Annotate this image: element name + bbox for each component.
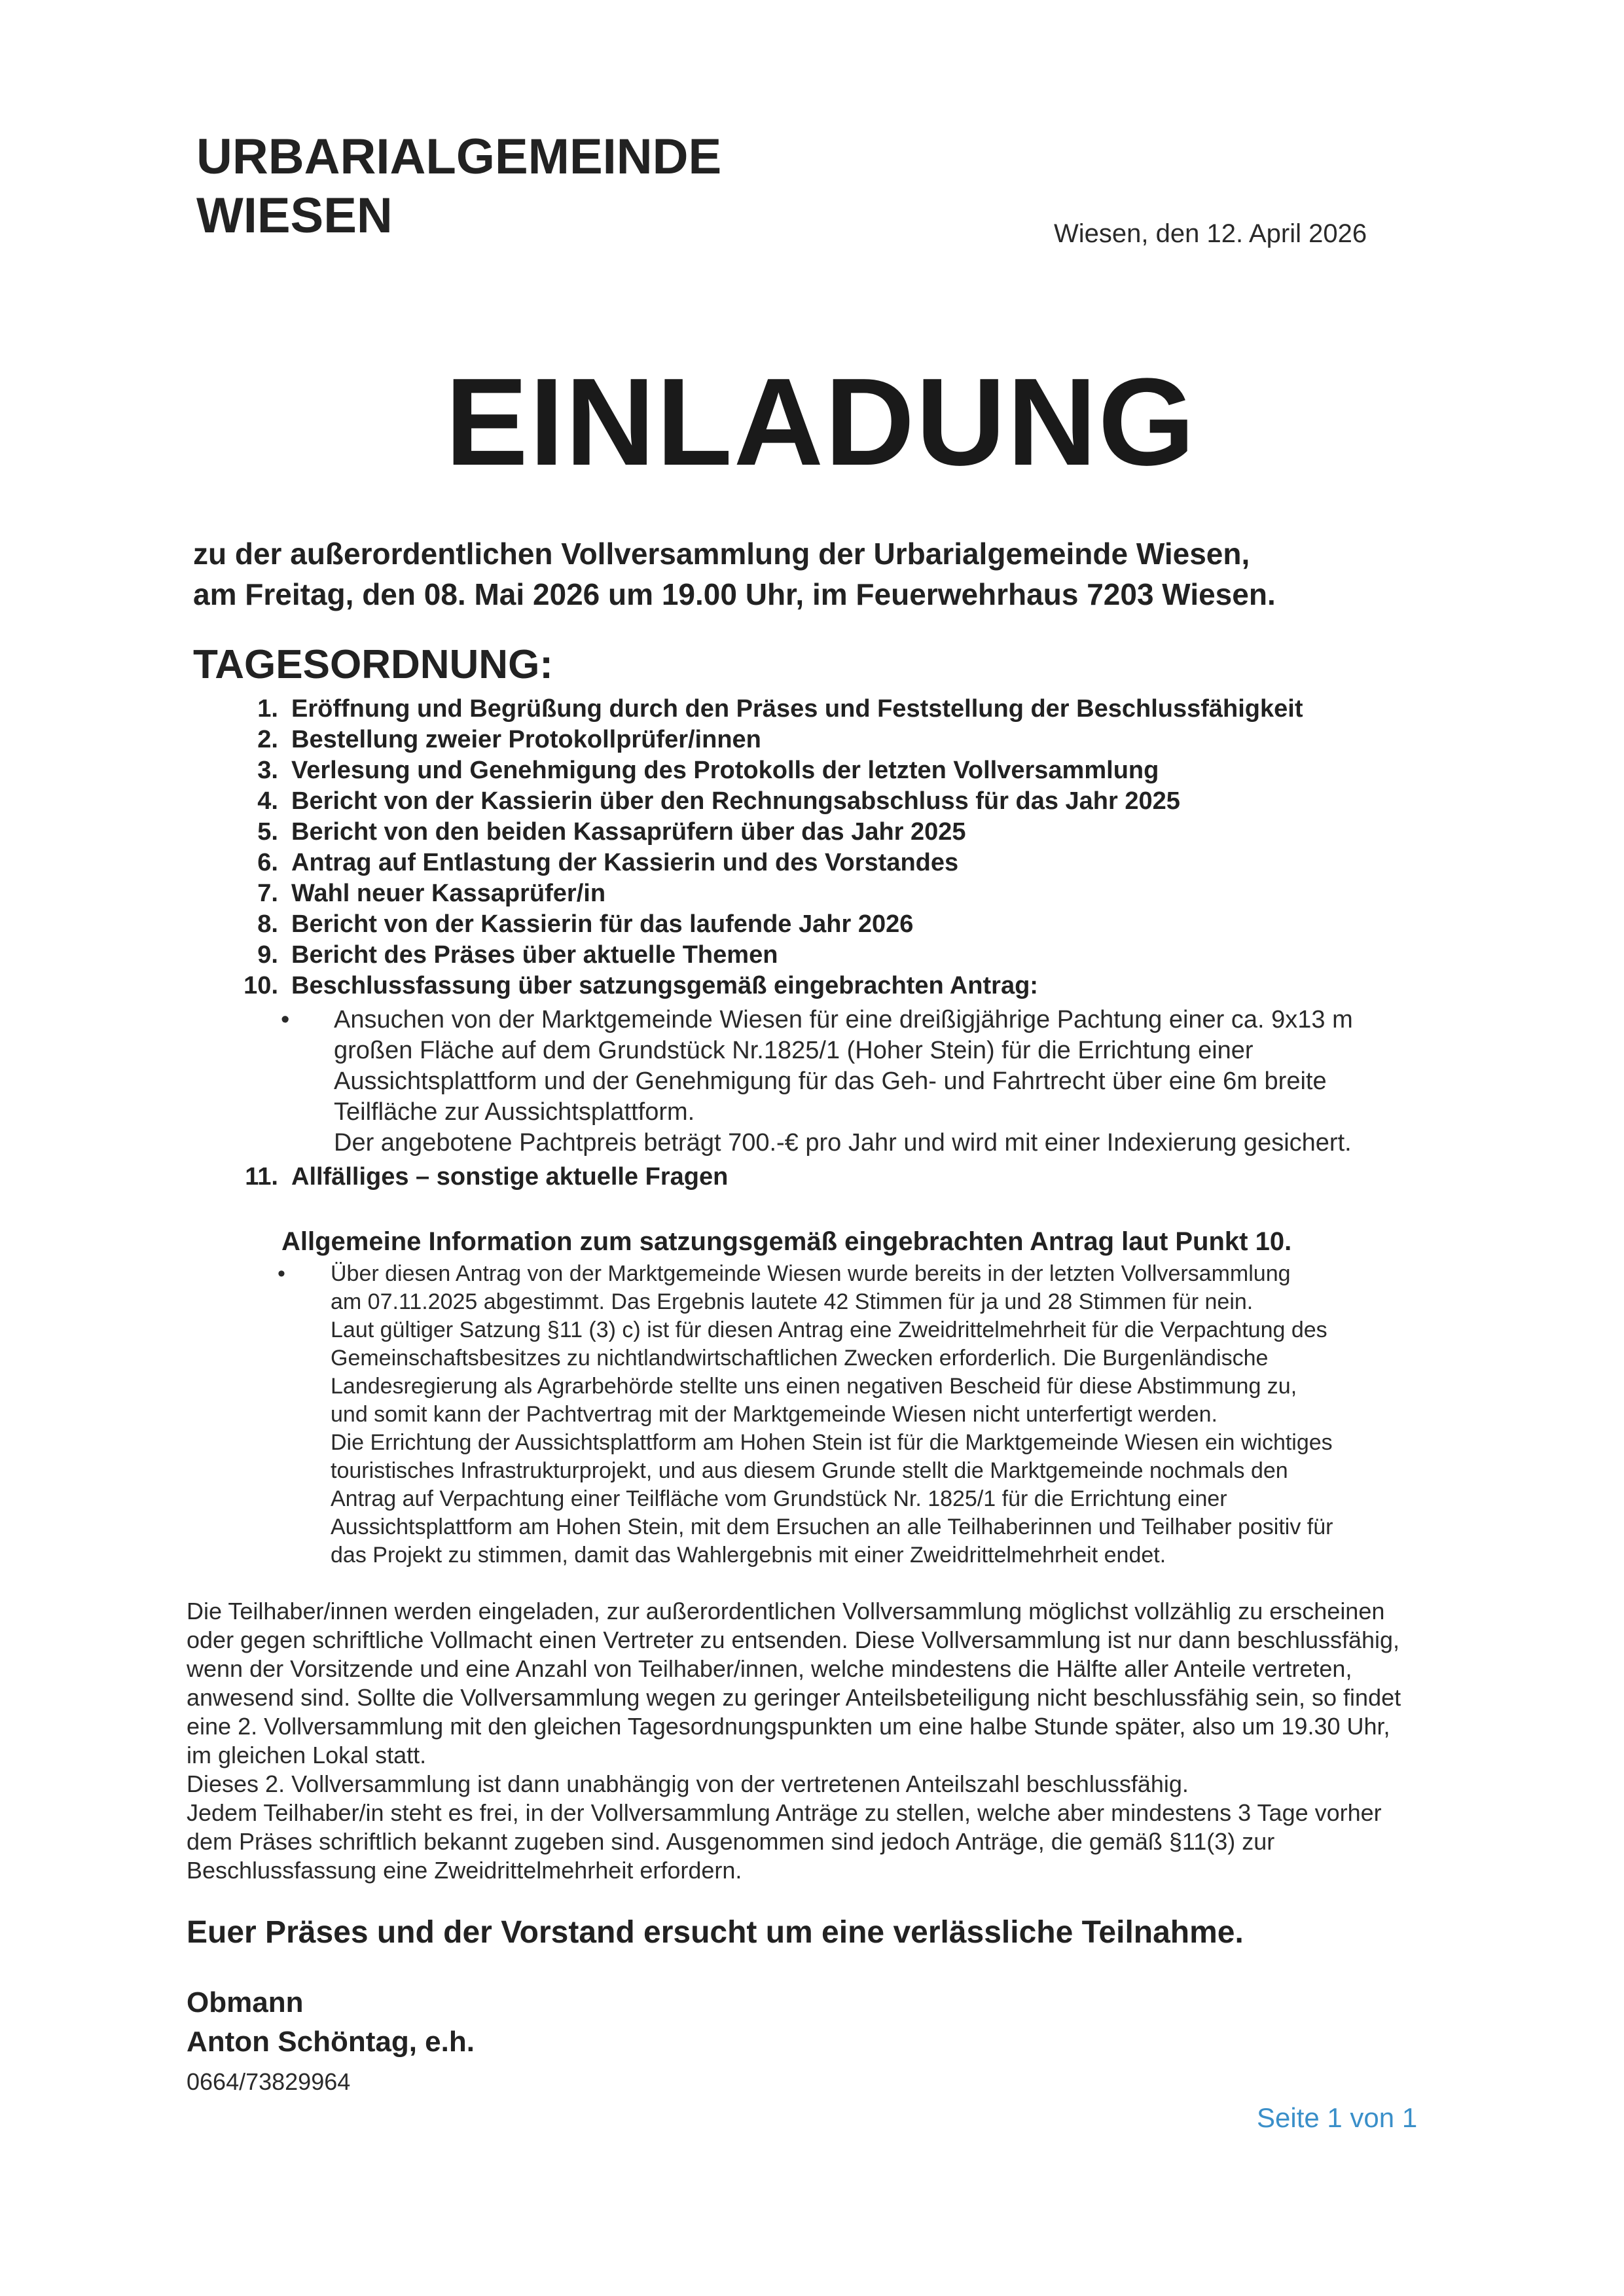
intro-line-1: zu der außerordentlichen Vollversammlung der Urbarialgemeinde Wiesen, — [193, 537, 1250, 571]
paragraph-line: Jedem Teilhaber/in steht es frei, in der Vollversammlung Anträge zu stellen, welche aber mindestens 3 Tage vorher — [187, 1799, 1382, 1826]
info-line: das Projekt zu stimmen, damit das Wahlergebnis mit einer Zweidrittelmehrheit endet. — [331, 1543, 1166, 1568]
paragraph-line: im gleichen Lokal statt. — [187, 1742, 427, 1768]
bullet-icon: • — [278, 1261, 285, 1286]
agenda-item-text: Eröffnung und Begrüßung durch den Präses und Feststellung der Beschlussfähigkeit — [291, 695, 1303, 723]
agenda-item-number: 11. — [245, 1163, 278, 1191]
agenda-item-text: Bericht des Präses über aktuelle Themen — [291, 941, 778, 969]
paragraph-line: eine 2. Vollversammlung mit den gleichen Tagesordnungspunkten um eine halbe Stunde später, also um 19.30 Uhr, — [187, 1713, 1390, 1740]
sub-bullet-line: Teilfläche zur Aussichtsplattform. — [334, 1098, 695, 1126]
agenda-item — [216, 971, 1303, 1001]
info-line: Laut gültiger Satzung §11 (3) c) ist für diesen Antrag eine Zweidrittelmehrheit für die Verpachtung des — [331, 1318, 1327, 1342]
paragraph-line: Dieses 2. Vollversammlung ist dann unabhängig von der vertretenen Anteilszahl beschlussfähig. — [187, 1770, 1189, 1797]
participation-paragraph — [187, 1597, 1401, 1885]
signature-phone: 0664/73829964 — [187, 2068, 351, 2095]
page-number: Seite 1 von 1 — [1257, 2102, 1418, 2133]
info-line: touristisches Infrastrukturprojekt, und aus diesem Grunde stellt die Marktgemeinde nochmals den — [331, 1458, 1288, 1483]
agenda-item-number: 6. — [257, 849, 278, 876]
agenda-item-text: Allfälliges – sonstige aktuelle Fragen — [291, 1163, 729, 1191]
info-line: Antrag auf Verpachtung einer Teilfläche vom Grundstück Nr. 1825/1 für die Errichtung einer — [331, 1486, 1227, 1511]
info-line: am 07.11.2025 abgestimmt. Das Ergebnis lautete 42 Stimmen für ja und 28 Stimmen für nein. — [331, 1289, 1254, 1314]
agenda-item-text: Bestellung zweier Protokollprüfer/innen — [291, 726, 761, 753]
agenda-item-text: Wahl neuer Kassaprüfer/in — [291, 880, 606, 907]
agenda-item — [216, 940, 1303, 971]
info-line: Über diesen Antrag von der Marktgemeinde Wiesen wurde bereits in der letzten Vollversammlung — [331, 1261, 1291, 1286]
agenda-item-number: 4. — [257, 787, 278, 815]
agenda-item — [216, 848, 1303, 878]
info-block — [278, 1260, 1333, 1570]
agenda-sub-bullet — [281, 1005, 1353, 1158]
sub-bullet-line: Ansuchen von der Marktgemeinde Wiesen für eine dreißigjährige Pachtung einer ca. 9x13 m — [334, 1006, 1353, 1033]
agenda-item — [216, 755, 1303, 786]
agenda-item-number: 2. — [257, 726, 278, 753]
bullet-icon: • — [281, 1006, 290, 1033]
info-line: Gemeinschaftsbesitzes zu nichtlandwirtschaftlichen Zwecken erforderlich. Die Burgenländische — [331, 1346, 1269, 1371]
organization-line-1: URBARIALGEMEINDE — [196, 129, 722, 185]
agenda-item-text: Antrag auf Entlastung der Kassierin und des Vorstandes — [291, 849, 959, 876]
paragraph-line: wenn der Vorsitzende und eine Anzahl von Teilhaber/innen, welche mindestens die Hälfte aller Anteile vertreten, — [187, 1655, 1352, 1682]
sub-bullet-line: Der angebotene Pachtpreis beträgt 700.-€ pro Jahr und wird mit einer Indexierung gesichert. — [334, 1129, 1352, 1157]
invitation-intro — [193, 533, 1276, 615]
agenda-item-number: 9. — [257, 941, 278, 969]
paragraph-line: dem Präses schriftlich bekannt zugeben sind. Ausgenommen sind jedoch Anträge, die gemäß §11(3) zur — [187, 1828, 1275, 1855]
agenda-item-number: 10. — [244, 972, 278, 999]
info-heading: Allgemeine Information zum satzungsgemäß eingebrachten Antrag laut Punkt 10. — [281, 1227, 1292, 1256]
agenda-item — [216, 786, 1303, 817]
agenda-item — [216, 1162, 728, 1193]
paragraph-line: oder gegen schriftliche Vollmacht einen Vertreter zu entsenden. Diese Vollversammlung ist nur dann beschlussfähig, — [187, 1626, 1400, 1653]
agenda-item-number: 1. — [257, 695, 278, 723]
agenda-item-number: 8. — [257, 910, 278, 938]
agenda-item — [216, 878, 1303, 909]
intro-line-2: am Freitag, den 08. Mai 2026 um 19.00 Uhr, im Feuerwehrhaus 7203 Wiesen. — [193, 577, 1276, 611]
agenda-item-text: Bericht von der Kassierin für das laufende Jahr 2026 — [291, 910, 914, 938]
info-line: Landesregierung als Agrarbehörde stellte uns einen negativen Bescheid für diese Abstimmung zu, — [331, 1374, 1297, 1399]
signature-role: Obmann — [187, 1986, 304, 2018]
agenda-item-text: Verlesung und Genehmigung des Protokolls der letzten Vollversammlung — [291, 757, 1159, 784]
document-title: EINLADUNG — [445, 353, 1197, 492]
paragraph-line: Die Teilhaber/innen werden eingeladen, zur außerordentlichen Vollversammlung möglichst vollzählig zu erscheinen — [187, 1598, 1385, 1624]
agenda-item-number: 3. — [257, 757, 278, 784]
closing-line: Euer Präses und der Vorstand ersucht um eine verlässliche Teilnahme. — [187, 1915, 1244, 1950]
agenda-item — [216, 694, 1303, 725]
info-line: und somit kann der Pachtvertrag mit der Marktgemeinde Wiesen nicht unterfertigt werden. — [331, 1402, 1218, 1427]
signature-name: Anton Schöntag, e.h. — [187, 2026, 475, 2058]
agenda-item-text: Bericht von der Kassierin über den Rechnungsabschluss für das Jahr 2025 — [291, 787, 1180, 815]
letter-date: Wiesen, den 12. April 2026 — [1054, 219, 1367, 248]
sub-bullet-line: Aussichtsplattform und der Genehmigung für das Geh- und Fahrtrecht über eine 6m breite — [334, 1067, 1327, 1095]
agenda-item-text: Bericht von den beiden Kassaprüfern über das Jahr 2025 — [291, 818, 966, 846]
agenda-item — [216, 909, 1303, 940]
sub-bullet-line: großen Fläche auf dem Grundstück Nr.1825/1 (Hoher Stein) für die Errichtung einer — [334, 1037, 1254, 1064]
info-line: Aussichtsplattform am Hohen Stein, mit dem Ersuchen an alle Teilhaberinnen und Teilhaber positiv für — [331, 1515, 1333, 1539]
agenda-list — [216, 694, 1303, 1001]
agenda-item-number: 5. — [257, 818, 278, 846]
paragraph-line: Beschlussfassung eine Zweidrittelmehrheit erfordern. — [187, 1857, 742, 1884]
info-line: Die Errichtung der Aussichtsplattform am Hohen Stein ist für die Marktgemeinde Wiesen ein wichtiges — [331, 1430, 1333, 1455]
agenda-item-number: 7. — [257, 880, 278, 907]
agenda-item — [216, 725, 1303, 755]
organization-name — [196, 128, 721, 245]
agenda-item — [216, 817, 1303, 848]
paragraph-line: anwesend sind. Sollte die Vollversammlung wegen zu geringer Anteilsbeteiligung nicht beschlussfähig sein, so findet — [187, 1684, 1401, 1711]
agenda-item-text: Beschlussfassung über satzungsgemäß eingebrachten Antrag: — [291, 972, 1038, 999]
agenda-heading: TAGESORDNUNG: — [193, 642, 553, 687]
organization-line-2: WIESEN — [196, 188, 393, 243]
